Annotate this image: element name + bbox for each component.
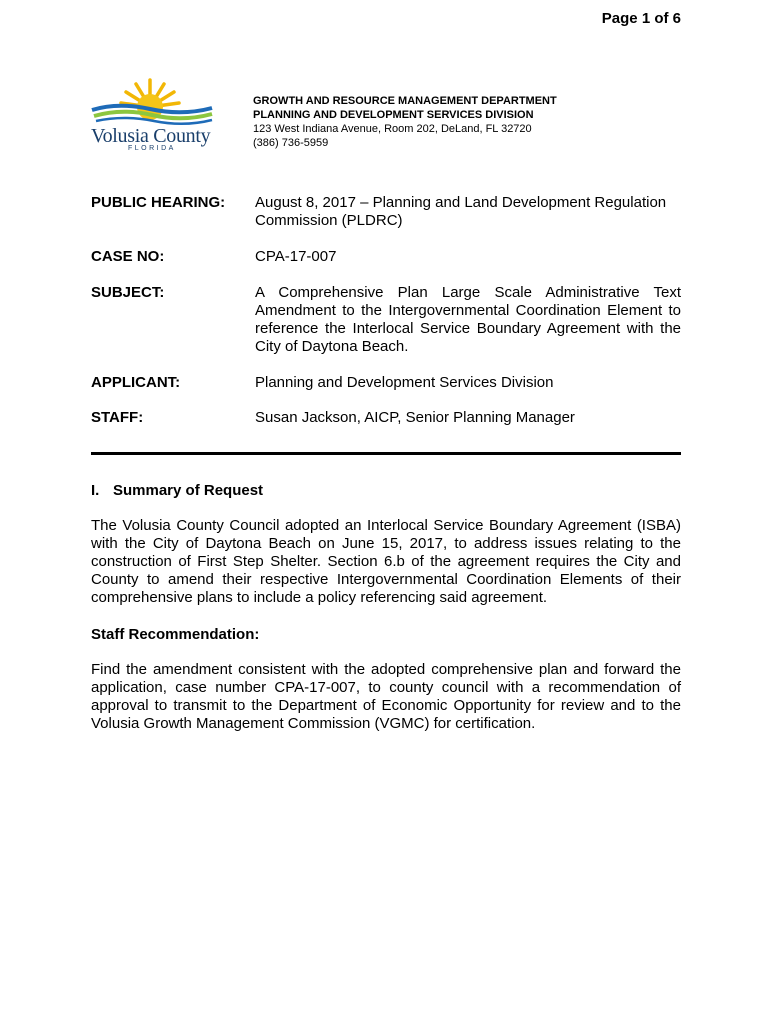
department-phone: (386) 736-5959 [253, 137, 329, 149]
staff-value: Susan Jackson, AICP, Senior Planning Manager [255, 409, 575, 426]
department-header [253, 94, 557, 150]
page-indicator: Page 1 of 6 [601, 10, 681, 27]
sun-water-icon [88, 76, 218, 126]
department-name: GROWTH AND RESOURCE MANAGEMENT DEPARTMENT [253, 95, 557, 107]
volusia-county-logo [88, 76, 218, 156]
staff-label: STAFF: [91, 409, 144, 426]
subject-value: A Comprehensive Plan Large Scale Administrative Text Amendment to the Intergovernmental Coordination Element to reference the Interlocal Service Boundary Agreement with the City of Daytona Beach. [255, 284, 681, 355]
staff-row [91, 409, 681, 427]
department-address: 123 West Indiana Avenue, Room 202, DeLand, FL 32720 [253, 123, 532, 135]
summary-section-number: I. [91, 482, 100, 499]
staff-recommendation-paragraph: Find the amendment consistent with the adopted comprehensive plan and forward the application, case number CPA-17-007, to county council with a recommendation of approval to transmit to the Department of Economic Opportunity for review and to the Volusia Growth Management Commission (VGMC) for certification. [91, 661, 681, 732]
logo-county-name: Volusia County [91, 125, 211, 147]
applicant-row [91, 374, 681, 392]
case-number-label: CASE NO: [91, 248, 165, 265]
subject-label: SUBJECT: [91, 284, 165, 301]
staff-recommendation-heading: Staff Recommendation: [91, 626, 260, 643]
subject-row [91, 284, 681, 356]
case-number-row [91, 248, 681, 266]
public-hearing-value: August 8, 2017 – Planning and Land Development Regulation Commission (PLDRC) [255, 194, 667, 229]
logo-state-name: FLORIDA [128, 145, 176, 152]
applicant-value: Planning and Development Services Division [255, 374, 554, 391]
applicant-label: APPLICANT: [91, 374, 181, 391]
public-hearing-row [91, 194, 681, 230]
summary-heading [91, 482, 263, 500]
summary-paragraph: The Volusia County Council adopted an Interlocal Service Boundary Agreement (ISBA) with the City of Daytona Beach on June 15, 2017, to address issues relating to the construction of First Step Shelter. Section 6.b of the agreement requires the City and County to amend their respective Intergovernmental Coordination Elements of their comprehensive plans to include a policy referencing said agreement. [91, 517, 681, 606]
division-name: PLANNING AND DEVELOPMENT SERVICES DIVISION [253, 109, 534, 121]
public-hearing-label: PUBLIC HEARING: [91, 194, 226, 211]
section-divider [91, 452, 681, 455]
case-number-value: CPA-17-007 [255, 248, 337, 265]
summary-heading-text: Summary of Request [113, 482, 264, 499]
